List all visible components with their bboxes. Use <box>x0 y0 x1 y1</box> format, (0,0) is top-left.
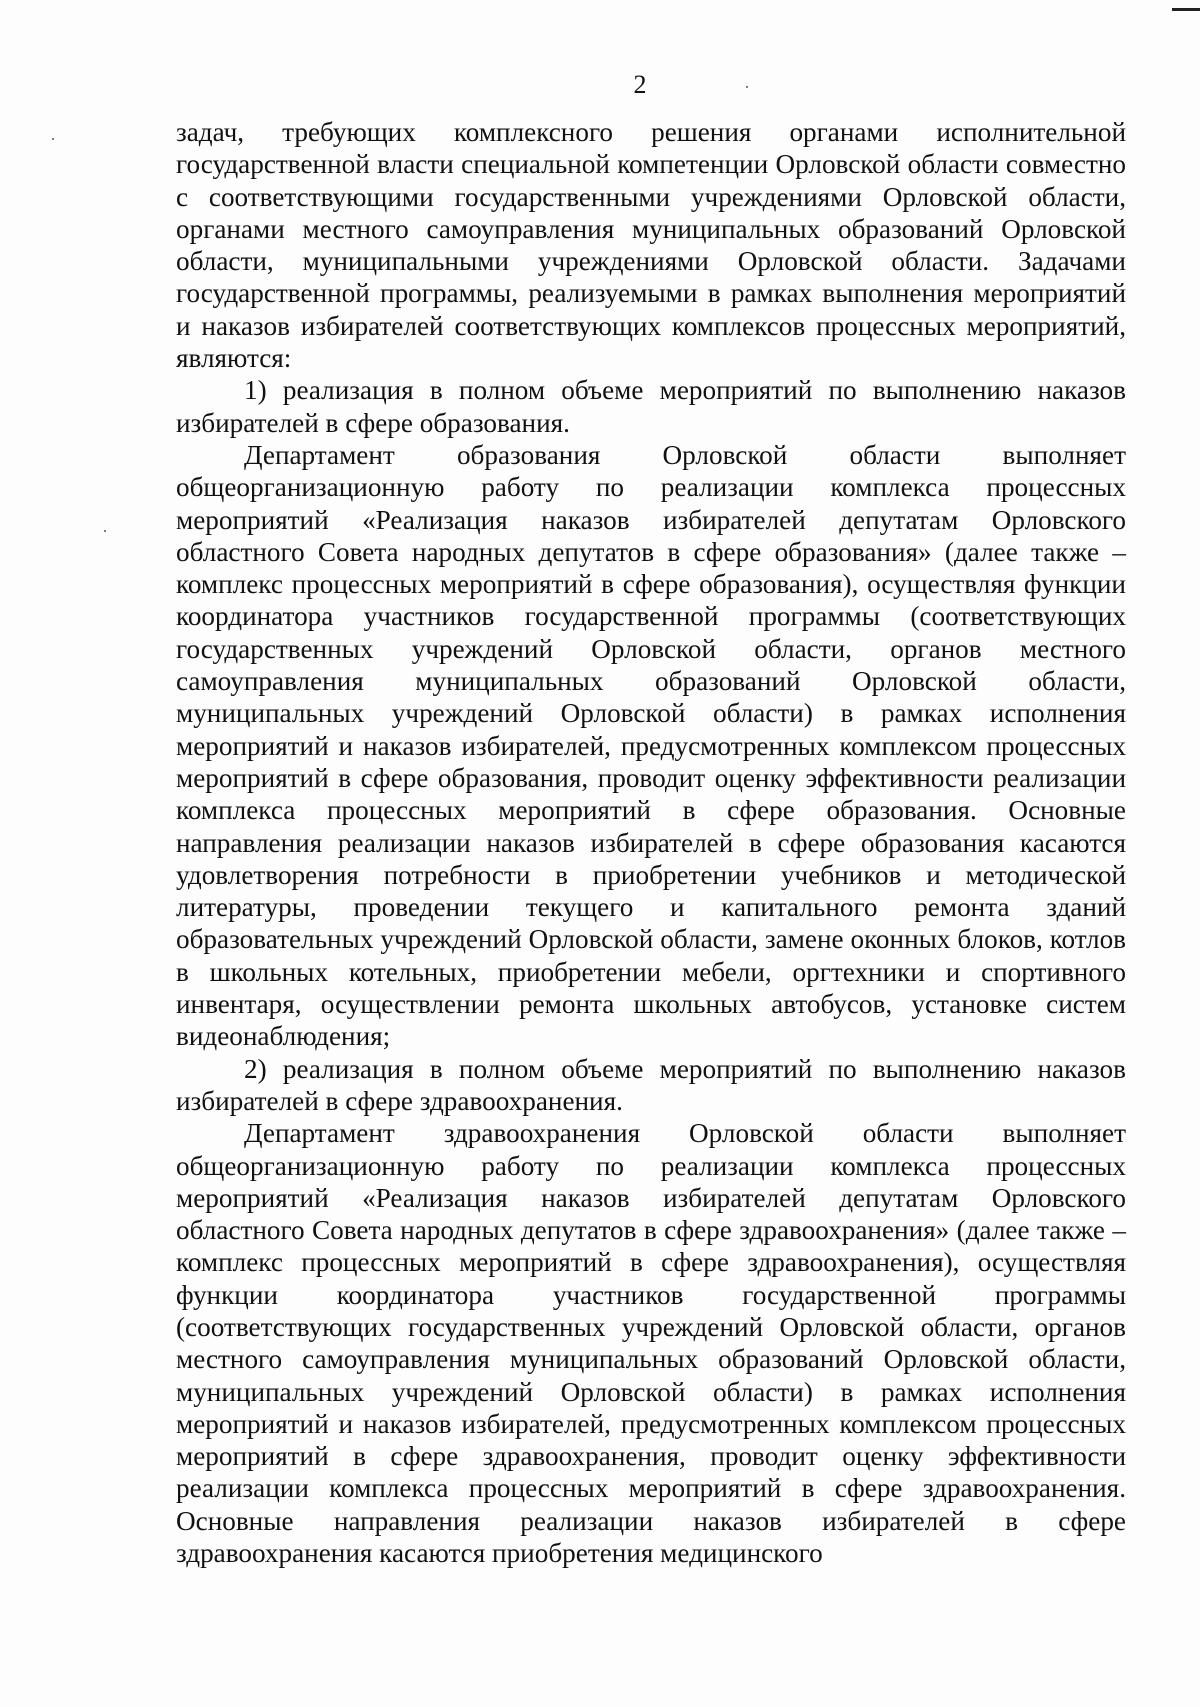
paragraph-education-department: Департамент образования Орловской области выполняет общеорганизационную работу по реализации комплекса процессных мероприятий «Реализация наказов избирателей депутатам Орловского областного Совета народных депутатов в сфере образования» (далее также – комплекс процессных мероприятий в сфере образования), осуществляя функции координатора участников государственной программы (соответствующих государственных учреждений Орловской области, органов местного самоуправления муниципальных образований Орловской области, муниципальных учреждений Орловской области) в рамках исполнения мероприятий и наказов избирателей, предусмотренных комплексом процессных мероприятий в сфере образования, проводит оценку эффективности реализации комплекса процессных мероприятий в сфере образования. Основные направления реализации наказов избирателей в сфере образования касаются удовлетворения потребности в приобретении учебников и методической литературы, проведении текущего и капитального ремонта зданий образовательных учреждений Орловской области, замене оконных блоков, котлов в школьных котельных, приобретении мебели, оргтехники и спортивного инвентаря, осуществлении ремонта школьных автобусов, установке систем видеонаблюдения; <box>176 439 1126 1052</box>
scan-speck <box>104 530 106 532</box>
paragraph-healthcare-department: Департамент здравоохранения Орловской области выполняет общеорганизационную работу по реализации комплекса процессных мероприятий «Реализация наказов избирателей депутатам Орловского областного Совета народных депутатов в сфере здравоохранения» (далее также – комплекс процессных мероприятий в сфере здравоохранения), осуществляя функции координатора участников государственной программы (соответствующих государственных учреждений Орловской области, органов местного самоуправления муниципальных образований Орловской области, муниципальных учреждений Орловской области) в рамках исполнения мероприятий и наказов избирателей, предусмотренных комплексом процессных мероприятий в сфере здравоохранения, проводит оценку эффективности реализации комплекса процессных мероприятий в сфере здравоохранения. Основные направления реализации наказов избирателей в сфере здравоохранения касаются приобретения медицинского <box>176 1118 1126 1569</box>
paragraph-item-1-education: 1) реализация в полном объеме мероприятий по выполнению наказов избирателей в сфере образования. <box>176 375 1126 438</box>
page-number: 2 <box>633 70 647 99</box>
document-body <box>176 116 1126 1569</box>
scan-corner-mark <box>1172 8 1200 11</box>
paragraph-tasks-intro: задач, требующих комплексного решения органами исполнительной государственной власти специальной компетенции Орловской области совместно с соответствующими государственными учреждениями Орловской области, органами местного самоуправления муниципальных образований Орловской области, муниципальными учреждениями Орловской области. Задачами государственной программы, реализуемыми в рамках выполнения мероприятий и наказов избирателей соответствующих комплексов процессных мероприятий, являются: <box>176 117 1126 374</box>
paragraph-item-2-healthcare: 2) реализация в полном объеме мероприятий по выполнению наказов избирателей в сфере здравоохранения. <box>176 1053 1126 1116</box>
scan-speck <box>52 138 54 140</box>
